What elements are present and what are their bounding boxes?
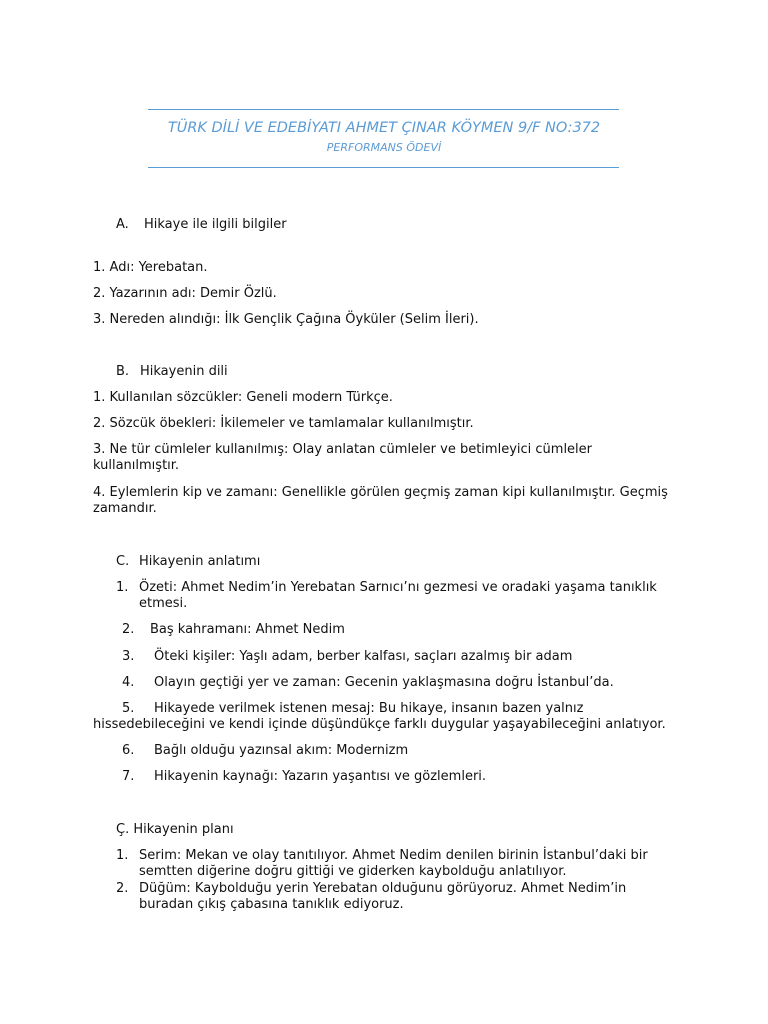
list-number: 6. — [122, 743, 135, 758]
section-b-heading: Hikayenin dili — [140, 364, 228, 379]
list-item-continuation: buradan çıkış çabasına tanıklık ediyoruz. — [139, 897, 404, 912]
list-number: 4. — [122, 675, 135, 690]
list-item: Serim: Mekan ve olay tanıtılıyor. Ahmet Nedim denilen birinin İstanbul’daki bir — [139, 848, 648, 863]
header-bottom-rule — [148, 167, 619, 168]
list-item: Hikayede verilmek istenen mesaj: Bu hikaye, insanın bazen yalnız — [154, 701, 584, 716]
list-item: 3. Ne tür cümleler kullanılmış: Olay anlatan cümleler ve betimleyici cümleler — [93, 442, 593, 457]
document-subtitle: PERFORMANS ÖDEVİ — [326, 141, 442, 154]
list-item: 2. Yazarının adı: Demir Özlü. — [93, 286, 277, 301]
list-item: Baş kahramanı: Ahmet Nedim — [150, 622, 345, 637]
list-item: 2. Sözcük öbekleri: İkilemeler ve tamlamalar kullanılmıştır. — [93, 416, 474, 431]
list-item-continuation: etmesi. — [139, 596, 188, 611]
list-number: 3. — [122, 649, 135, 664]
list-item-continuation: hissedebileceğini ve kendi içinde düşündükçe farklı duygular yaşayabileceğini anlatıyor. — [93, 717, 666, 732]
list-number: 5. — [122, 701, 135, 716]
list-item: Düğüm: Kaybolduğu yerin Yerebatan olduğunu görüyoruz. Ahmet Nedim’in — [139, 881, 627, 896]
section-a-heading: Hikaye ile ilgili bilgiler — [144, 217, 287, 232]
list-item: 3. Nereden alındığı: İlk Gençlik Çağına Öyküler (Selim İleri). — [93, 312, 479, 327]
list-item-continuation: kullanılmıştır. — [93, 458, 180, 473]
list-number: 1. — [116, 580, 129, 595]
list-item: 1. Kullanılan sözcükler: Geneli modern Türkçe. — [93, 390, 393, 405]
list-number: 2. — [122, 622, 135, 637]
document-title: TÜRK DİLİ VE EDEBİYATI AHMET ÇINAR KÖYMEN 9/F NO:372 — [167, 120, 601, 136]
list-item-continuation: semtten diğerine doğru gittiği ve giderken kaybolduğu anlatılıyor. — [139, 864, 567, 879]
section-c-heading: Hikayenin anlatımı — [139, 554, 261, 569]
list-item: Bağlı olduğu yazınsal akım: Modernizm — [154, 743, 409, 758]
list-item: 1. Adı: Yerebatan. — [93, 260, 208, 275]
list-item: Özeti: Ahmet Nedim’in Yerebatan Sarnıcı’nı gezmesi ve oradaki yaşama tanıklık — [139, 580, 657, 595]
list-number: 7. — [122, 769, 135, 784]
list-item: Öteki kişiler: Yaşlı adam, berber kalfası, saçları azalmış bir adam — [154, 649, 573, 664]
list-number: 2. — [116, 881, 129, 896]
section-cc-heading: Ç. Hikayenin planı — [116, 822, 234, 837]
list-item-continuation: zamandır. — [93, 501, 157, 516]
list-item: Olayın geçtiği yer ve zaman: Gecenin yaklaşmasına doğru İstanbul’da. — [154, 675, 614, 690]
list-item: Hikayenin kaynağı: Yazarın yaşantısı ve gözlemleri. — [154, 769, 487, 784]
list-item: 4. Eylemlerin kip ve zamanı: Genellikle görülen geçmiş zaman kipi kullanılmıştır. Geçmiş — [93, 485, 668, 500]
header-top-rule — [148, 109, 619, 110]
section-a-marker: A. — [116, 217, 129, 232]
list-number: 1. — [116, 848, 129, 863]
section-c-marker: C. — [116, 554, 130, 569]
section-b-marker: B. — [116, 364, 130, 379]
